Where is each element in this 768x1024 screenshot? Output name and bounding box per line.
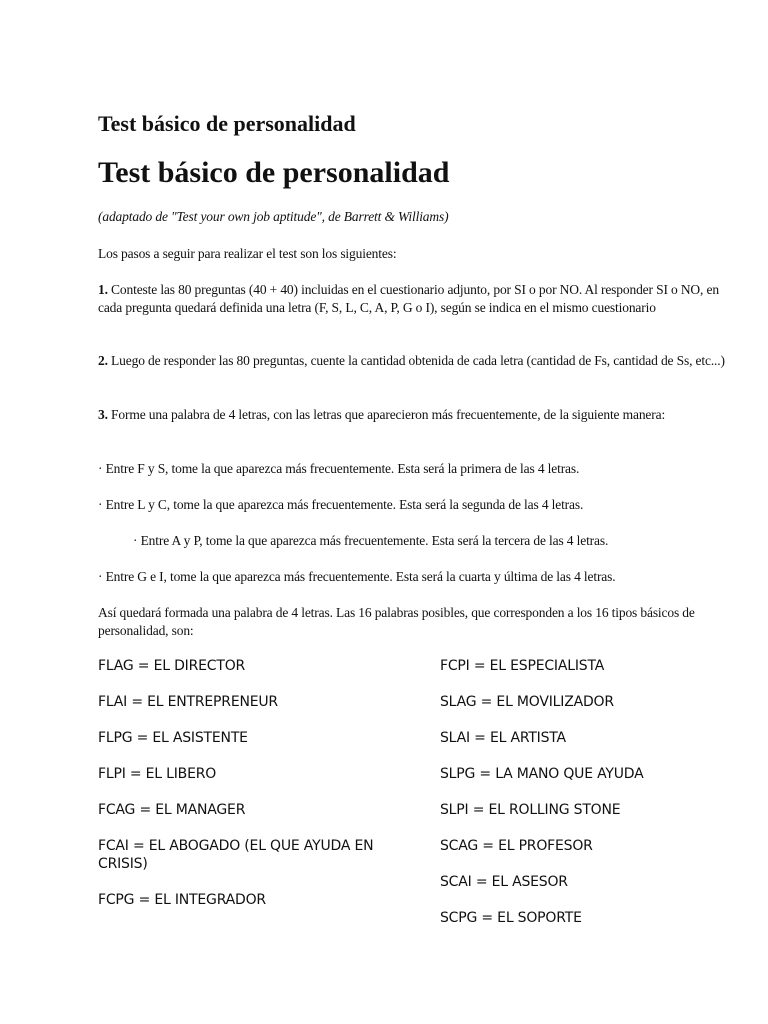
type-item: FLPG = EL ASISTENTE [98,730,248,746]
type-item: FCPG = EL INTEGRADOR [98,892,266,908]
outro-paragraph: Así quedará formada una palabra de 4 letras. Las 16 palabras posibles, que corresponden a los 16 tipos básicos de personalidad, son: [98,605,695,638]
bullet-item: · Entre G e I, tome la que aparezca más frecuentemente. Esta será la cuarta y última de las 4 letras. [98,569,616,584]
type-item: SLAG = EL MOVILIZADOR [440,694,614,710]
step-text: Forme una palabra de 4 letras, con las letras que aparecieron más frecuentemente, de la siguiente manera: [107,407,666,422]
step-number: 3. [98,407,108,422]
type-item: FCAI = EL ABOGADO (EL QUE AYUDA EN CRISIS) [98,838,374,872]
step-number: 1. [98,282,108,297]
subtitle: (adaptado de "Test your own job aptitude", de Barrett & Williams) [98,209,449,224]
type-item: FCPI = EL ESPECIALISTA [440,658,605,674]
step-text: Conteste las 80 preguntas (40 + 40) incluidas en el cuestionario adjunto, por SI o por NO. Al responder SI o NO, en cada pregunta quedará definida una letra (F, S, L, C, A, P, G o I), según se indica en el mismo cuestionario [98,282,719,315]
bullet-item: · Entre A y P, tome la que aparezca más frecuentemente. Esta será la tercera de las 4 letras. [133,533,609,548]
step-text: Luego de responder las 80 preguntas, cuente la cantidad obtenida de cada letra (cantidad de Fs, cantidad de Ss, etc...) [107,353,725,368]
step-1 [98,281,743,317]
page-title: Test básico de personalidad [98,156,450,189]
type-item: FCAG = EL MANAGER [98,802,246,818]
type-item: SLPI = EL ROLLING STONE [440,802,621,818]
type-item: SLAI = EL ARTISTA [440,730,566,746]
step-3 [98,406,743,424]
bullet-item: · Entre F y S, tome la que aparezca más frecuentemente. Esta será la primera de las 4 letras. [98,461,580,476]
bullet-item: · Entre L y C, tome la que aparezca más frecuentemente. Esta será la segunda de las 4 letras. [98,497,584,512]
personality-types-left-column [98,657,398,927]
step-number: 2. [98,353,108,368]
step-2 [98,352,743,370]
type-item: FLPI = EL LIBERO [98,766,217,782]
type-item: SCPG = EL SOPORTE [440,910,582,926]
intro-paragraph: Los pasos a seguir para realizar el test son los siguientes: [98,246,397,261]
document-heading: Test básico de personalidad [98,111,356,136]
personality-types-right-column [440,657,740,945]
type-item: SCAG = EL PROFESOR [440,838,593,854]
type-item: FLAI = EL ENTREPRENEUR [98,694,278,710]
type-item: SCAI = EL ASESOR [440,874,568,890]
type-item: SLPG = LA MANO QUE AYUDA [440,766,644,782]
type-item: FLAG = EL DIRECTOR [98,658,246,674]
